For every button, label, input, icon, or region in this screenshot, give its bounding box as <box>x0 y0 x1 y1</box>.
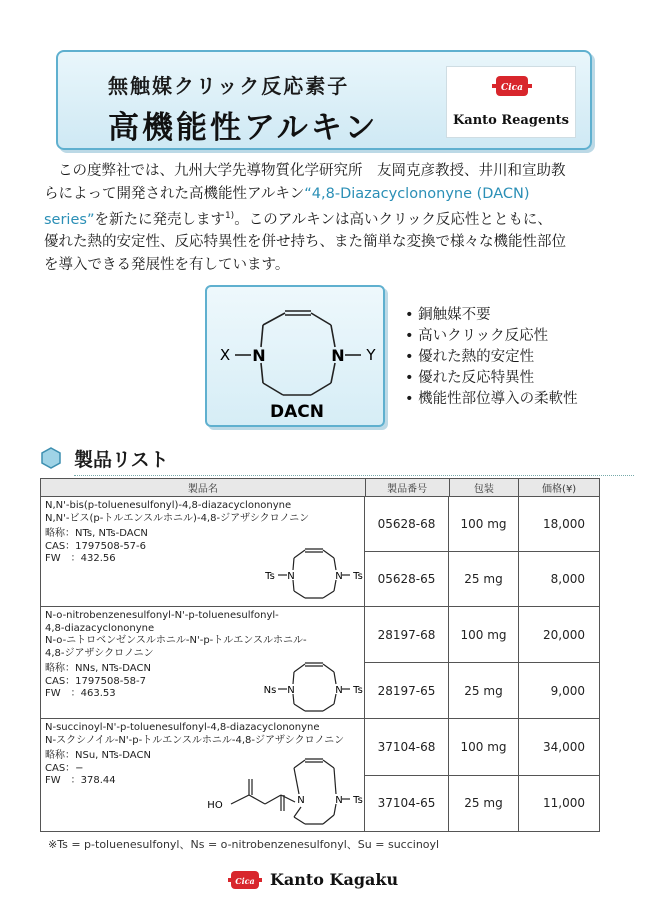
x-label: X <box>219 346 231 364</box>
n-left-label: N <box>287 685 295 696</box>
product-cas: CAS：1797508-57-6 <box>45 540 147 552</box>
intro-highlight: “4,8-Diazacyclononyne (DACN) <box>304 185 530 202</box>
product-abbr: 略称：NTs, NTs-DACN <box>45 528 148 539</box>
price: 34,000 <box>543 739 585 754</box>
hexagon-icon <box>40 447 62 469</box>
product-abbr: 略称：NNs, NTs-DACN <box>45 663 151 674</box>
price: 11,000 <box>543 796 585 811</box>
product-block <box>41 719 599 831</box>
right-group-label: Ts <box>353 795 363 806</box>
logo-text: Kanto Reagents <box>452 113 569 128</box>
n-right-label: N <box>331 346 345 365</box>
product-list-heading <box>40 445 600 473</box>
cica-logo-icon <box>492 73 532 99</box>
n-right-label: N <box>335 571 343 582</box>
table-row <box>365 663 599 718</box>
product-variants <box>365 719 599 831</box>
product-name-en: N-o-nitrobenzenesulfonyl-N'-p-toluenesulfonyl- <box>45 610 279 621</box>
product-block <box>41 607 599 719</box>
footer-company-name: Kanto Kagaku <box>270 870 399 889</box>
product-structure-diagram <box>261 657 365 717</box>
dacn-ring-diagram <box>207 287 387 429</box>
section-title: 製品リスト <box>74 449 169 471</box>
feature-item: • 銅触媒不要 <box>405 305 578 326</box>
intro-text: 。このアルキンは高いクリック反応性とともに、 <box>234 211 552 228</box>
product-fw: FW ：463.53 <box>45 688 116 699</box>
intro-highlight-series: series” <box>44 211 95 228</box>
feature-list <box>405 305 578 410</box>
product-name-ja: N,N'-ビス(p-トルエンスルホニル)-4,8-ジアザシクロノニン <box>45 512 310 524</box>
banner-subtitle: 無触媒クリック反応素子 <box>108 74 350 98</box>
product-name-en-2: 4,8-diazacyclononyne <box>45 622 155 634</box>
price: 9,000 <box>550 683 585 698</box>
package-size: 100 mg <box>449 607 519 662</box>
product-structure-diagram <box>201 749 365 829</box>
left-group-label: Ns <box>263 685 277 696</box>
right-group-label: Ts <box>353 571 363 582</box>
reference-sup: 1) <box>224 211 235 221</box>
product-structure-diagram <box>261 541 365 605</box>
table-row <box>365 607 599 663</box>
intro-paragraph <box>44 160 604 276</box>
product-block <box>41 497 599 607</box>
intro-line-5: を導入できる発展性を有しています。 <box>44 256 290 273</box>
feature-item: • 機能性部位導入の柔軟性 <box>405 389 578 410</box>
package-size: 25 mg <box>449 776 519 832</box>
price: 8,000 <box>550 572 585 586</box>
product-name-ja: N-o-ニトロベンゼンスルホニル-N'-p-トルエンスルホニル- <box>45 635 307 646</box>
product-name-ja-2: 4,8-ジアザシクロノニン <box>45 647 154 659</box>
catalog-number: 28197-65 <box>365 663 449 718</box>
intro-line-4: 優れた熱的安定性、反応特異性を併せ持ち、また簡単な変換で様々な機能性部位 <box>44 234 566 251</box>
product-cas: CAS：− <box>45 762 84 774</box>
table-row <box>365 719 599 776</box>
product-name-ja: N-スクシノイル-N'-p-トルエンスルホニル-4,8-ジアザシクロノニン <box>45 734 345 746</box>
n-left-label: N <box>252 346 266 365</box>
table-row <box>365 776 599 832</box>
catalog-number: 37104-68 <box>365 719 449 775</box>
header-package: 包装 <box>450 479 520 496</box>
cica-logo-icon <box>228 868 262 892</box>
package-size: 25 mg <box>449 663 519 718</box>
catalog-number: 37104-65 <box>365 776 449 832</box>
intro-line-3 <box>44 205 604 231</box>
product-name-en: N-succinoyl-N'-p-toluenesulfonyl-4,8-diazacyclononyne <box>45 722 320 733</box>
product-abbr: 略称：NSu, NTs-DACN <box>45 750 151 761</box>
banner-title: 高機能性アルキン <box>108 110 379 146</box>
intro-text: を新たに発売します <box>94 211 225 228</box>
intro-line-2 <box>44 183 604 206</box>
header-product-number: 製品番号 <box>366 479 450 496</box>
product-info <box>41 719 365 831</box>
price: 20,000 <box>543 627 585 642</box>
kanto-reagents-logo <box>446 66 576 138</box>
n-left-label: N <box>297 795 305 806</box>
table-row <box>365 552 599 606</box>
header-price: 価格(¥) <box>542 484 577 495</box>
feature-item: • 高いクリック反応性 <box>405 326 578 347</box>
dacn-structure-figure <box>205 285 385 427</box>
product-fw: FW ：378.44 <box>45 775 116 786</box>
n-left-label: N <box>287 571 295 582</box>
n-right-label: N <box>335 685 343 696</box>
header-product-name: 製品名 <box>41 479 366 496</box>
package-size: 100 mg <box>449 497 519 551</box>
product-info <box>41 497 365 606</box>
product-variants <box>365 607 599 718</box>
product-variants <box>365 497 599 606</box>
header-banner <box>56 50 592 150</box>
product-table <box>40 478 600 832</box>
footnote: ※Ts = p-toluenesulfonyl、Ns = o-nitrobenzenesulfonyl、Su = succinoyl <box>48 838 440 851</box>
catalog-number: 05628-68 <box>365 497 449 551</box>
table-header <box>41 479 599 497</box>
left-group-label: Ts <box>265 571 275 582</box>
intro-line-1: この度弊社では、九州大学先導物質化学研究所 友岡克彦教授、井川和宣助教 <box>58 163 566 179</box>
package-size: 25 mg <box>449 552 519 606</box>
product-cas: CAS：1797508-58-7 <box>45 675 147 687</box>
catalog-number: 05628-65 <box>365 552 449 606</box>
product-fw: FW ：432.56 <box>45 553 116 564</box>
n-right-label: N <box>335 795 343 806</box>
intro-text: らによって開発された高機能性アルキン <box>44 185 305 202</box>
logo-mark-text: Cica <box>235 876 255 886</box>
dacn-name: DACN <box>270 402 324 422</box>
package-size: 100 mg <box>449 719 519 775</box>
section-divider <box>74 475 634 476</box>
kanto-kagaku-logo <box>228 868 428 892</box>
y-label: Y <box>366 346 376 364</box>
ho-label: HO <box>207 800 223 811</box>
feature-item: • 優れた反応特異性 <box>405 368 578 389</box>
catalog-number: 28197-68 <box>365 607 449 662</box>
product-info <box>41 607 365 718</box>
feature-item: • 優れた熱的安定性 <box>405 347 578 368</box>
product-name-en: N,N'-bis(p-toluenesulfonyl)-4,8-diazacyclononyne <box>45 500 292 511</box>
table-row <box>365 497 599 552</box>
right-group-label: Ts <box>353 685 363 696</box>
price: 18,000 <box>543 517 585 531</box>
logo-mark-text: Cica <box>501 83 523 93</box>
